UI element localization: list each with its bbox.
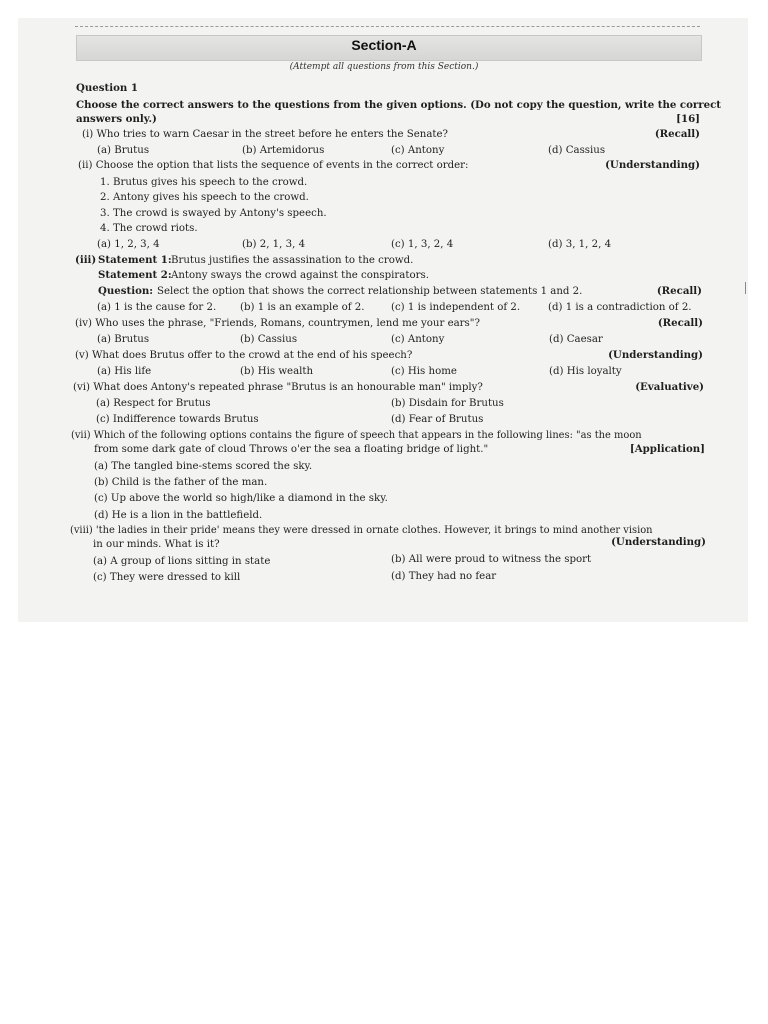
- item-iii-statement1-text: Brutus justifies the assassination to the crowd.: [171, 255, 414, 266]
- item-vi-option-c: (c) Indifference towards Brutus: [96, 414, 259, 425]
- item-viii-option-c: (c) They were dressed to kill: [93, 572, 241, 583]
- section-instruction: (Attempt all questions from this Section.): [289, 62, 479, 72]
- item-viii-tag: (Understanding): [611, 536, 706, 548]
- item-iii-option-c: (c) 1 is independent of 2.: [391, 302, 521, 313]
- item-iv-option-c: (c) Antony: [391, 334, 445, 345]
- item-iv-tag: (Recall): [657, 317, 703, 329]
- item-iv-option-a: (a) Brutus: [97, 334, 150, 345]
- question-instruction-line1: Choose the correct answers to the questions from the given options. (Do not copy the question, write the correct: [76, 99, 722, 111]
- question-title: Question 1: [76, 82, 138, 94]
- item-v-option-c: (c) His home: [391, 366, 457, 377]
- top-divider: [75, 26, 700, 27]
- question-marks: [16]: [676, 113, 700, 125]
- item-ii-event-2: 2. Antony gives his speech to the crowd.: [100, 192, 309, 203]
- item-vii-option-a: (a) The tangled bine-stems scored the sky.: [94, 461, 313, 472]
- item-ii-event-3: 3. The crowd is swayed by Antony's speech.: [100, 208, 327, 219]
- item-vii-option-d: (d) He is a lion in the battlefield.: [94, 510, 263, 521]
- item-i-option-a: (a) Brutus: [97, 145, 150, 156]
- item-ii-tag: (Understanding): [605, 159, 700, 171]
- item-viii-option-b: (b) All were proud to witness the sport: [391, 554, 592, 565]
- item-iv-option-d: (d) Caesar: [549, 334, 603, 345]
- item-iii-statement1-label: Statement 1:: [98, 254, 172, 266]
- item-ii-event-1: 1. Brutus gives his speech to the crowd.: [100, 177, 308, 188]
- item-viii-option-a: (a) A group of lions sitting in state: [93, 556, 271, 567]
- item-i-option-c: (c) Antony: [391, 145, 445, 156]
- item-v-option-a: (a) His life: [97, 366, 152, 377]
- item-iii-label: (iii): [75, 254, 97, 266]
- item-v-question: (v) What does Brutus offer to the crowd at the end of his speech?: [75, 350, 413, 361]
- item-iv-question: (iv) Who uses the phrase, "Friends, Romans, countrymen, lend me your ears"?: [75, 318, 480, 329]
- item-iv-option-b: (b) Cassius: [240, 334, 298, 345]
- item-i-option-d: (d) Cassius: [548, 145, 606, 156]
- item-vii-question-line1: (vii) Which of the following options contains the figure of speech that appears in the following lines: "as the moon: [71, 430, 642, 441]
- item-i-tag: (Recall): [654, 128, 700, 140]
- item-vi-question: (vi) What does Antony's repeated phrase "Brutus is an honourable man" imply?: [73, 382, 483, 393]
- item-iii-option-a: (a) 1 is the cause for 2.: [97, 302, 217, 313]
- item-v-option-d: (d) His loyalty: [549, 366, 622, 377]
- section-title: Section-A: [351, 37, 417, 53]
- item-viii-option-d: (d) They had no fear: [391, 571, 497, 582]
- item-viii-question-line1: (viii) 'the ladies in their pride' means they were dressed in ornate clothes. However, it brings to mind another vision: [70, 525, 653, 536]
- item-iii-tag: (Recall): [656, 285, 702, 297]
- item-ii-question: (ii) Choose the option that lists the sequence of events in the correct order:: [78, 160, 469, 171]
- item-ii-option-b: (b) 2, 1, 3, 4: [242, 239, 306, 250]
- item-v-option-b: (b) His wealth: [240, 366, 314, 377]
- page-edge-mark: [745, 282, 746, 294]
- item-iii-question-label: Question:: [98, 285, 154, 297]
- question-instruction-line2: answers only.): [76, 113, 157, 125]
- item-v-tag: (Understanding): [608, 349, 703, 361]
- item-ii-option-c: (c) 1, 3, 2, 4: [391, 239, 454, 250]
- item-i-question: (i) Who tries to warn Caesar in the street before he enters the Senate?: [82, 129, 448, 140]
- item-vi-option-b: (b) Disdain for Brutus: [391, 398, 504, 409]
- item-iii-option-b: (b) 1 is an example of 2.: [240, 302, 365, 313]
- item-vi-tag: (Evaluative): [635, 381, 704, 393]
- item-iii-statement2-label: Statement 2:: [98, 269, 172, 281]
- item-vi-option-d: (d) Fear of Brutus: [391, 414, 484, 425]
- item-vii-option-b: (b) Child is the father of the man.: [94, 477, 268, 488]
- item-iii-question-text: Select the option that shows the correct relationship between statements 1 and 2.: [157, 286, 583, 297]
- item-iii-statement2-text: Antony sways the crowd against the conspirators.: [171, 270, 429, 281]
- item-iii-option-d: (d) 1 is a contradiction of 2.: [548, 302, 692, 313]
- item-ii-option-d: (d) 3, 1, 2, 4: [548, 239, 612, 250]
- item-vii-question-line2: from some dark gate of cloud Throws o'er the sea a floating bridge of light.": [94, 444, 489, 455]
- item-i-option-b: (b) Artemidorus: [242, 145, 325, 156]
- item-ii-option-a: (a) 1, 2, 3, 4: [97, 239, 160, 250]
- item-viii-question-line2: in our minds. What is it?: [93, 539, 220, 550]
- item-ii-event-4: 4. The crowd riots.: [100, 223, 198, 234]
- item-vii-tag: [Application]: [629, 443, 705, 455]
- item-vi-option-a: (a) Respect for Brutus: [96, 398, 211, 409]
- item-vii-option-c: (c) Up above the world so high/like a diamond in the sky.: [94, 493, 388, 504]
